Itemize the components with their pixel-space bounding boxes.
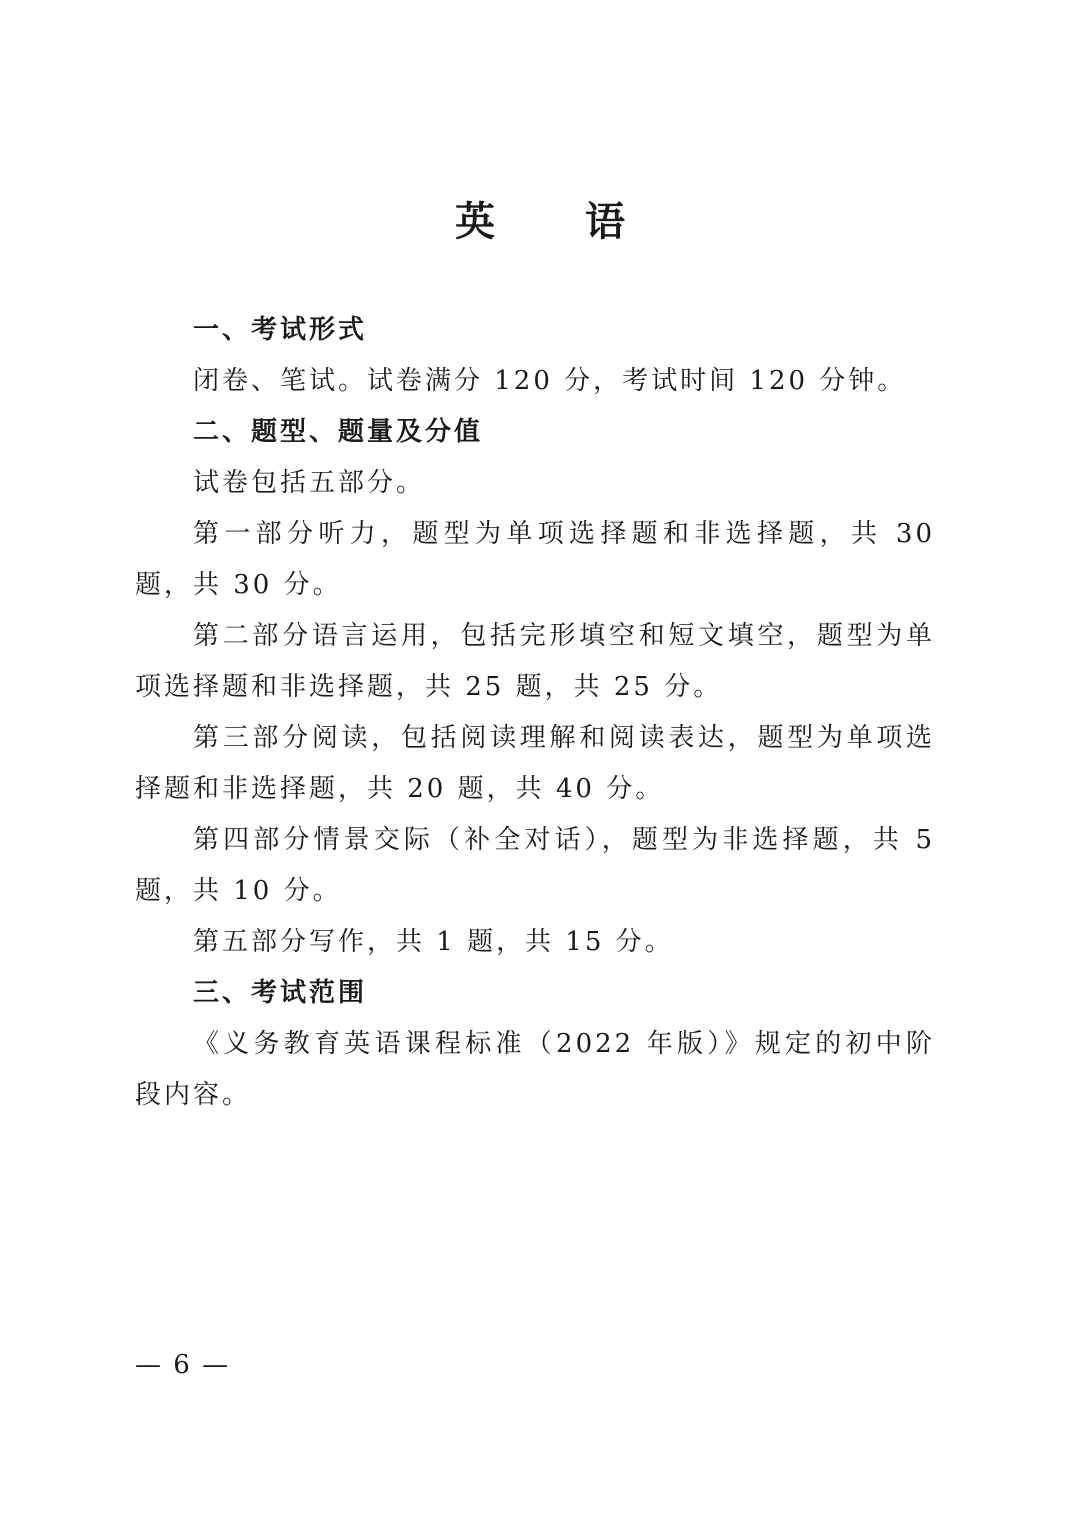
paragraph-part-four-dialogue: 第四部分情景交际（补全对话），题型为非选择题，共 5 题，共 10 分。	[135, 825, 935, 906]
page-number: — 6 —	[135, 1350, 231, 1380]
paragraph-part-five-writing: 第五部分写作，共 1 题，共 15 分。	[193, 927, 674, 957]
paragraph-part-two-language-use: 第二部分语言运用，包括完形填空和短文填空，题型为单项选择题和非选择题，共 25 题，共 25 分。	[135, 621, 935, 702]
paragraph-part-three-reading: 第三部分阅读，包括阅读理解和阅读表达，题型为单项选择题和非选择题，共 20 题，共 40 分。	[135, 723, 935, 804]
section-heading-exam-format: 一、考试形式	[193, 315, 368, 345]
section-heading-question-types: 二、题型、题量及分值	[193, 417, 484, 447]
page-title: 英 语	[455, 199, 663, 245]
section-heading-exam-scope: 三、考试范围	[193, 978, 368, 1008]
paragraph-exam-scope: 《义务教育英语课程标准（2022 年版）》规定的初中阶段内容。	[135, 1029, 935, 1110]
document-body	[135, 305, 935, 1121]
paragraph-five-parts: 试卷包括五部分。	[193, 468, 426, 498]
paragraph-part-one-listening: 第一部分听力，题型为单项选择题和非选择题，共 30 题，共 30 分。	[135, 519, 935, 600]
paragraph-exam-format: 闭卷、笔试。试卷满分 120 分，考试时间 120 分钟。	[193, 366, 907, 396]
